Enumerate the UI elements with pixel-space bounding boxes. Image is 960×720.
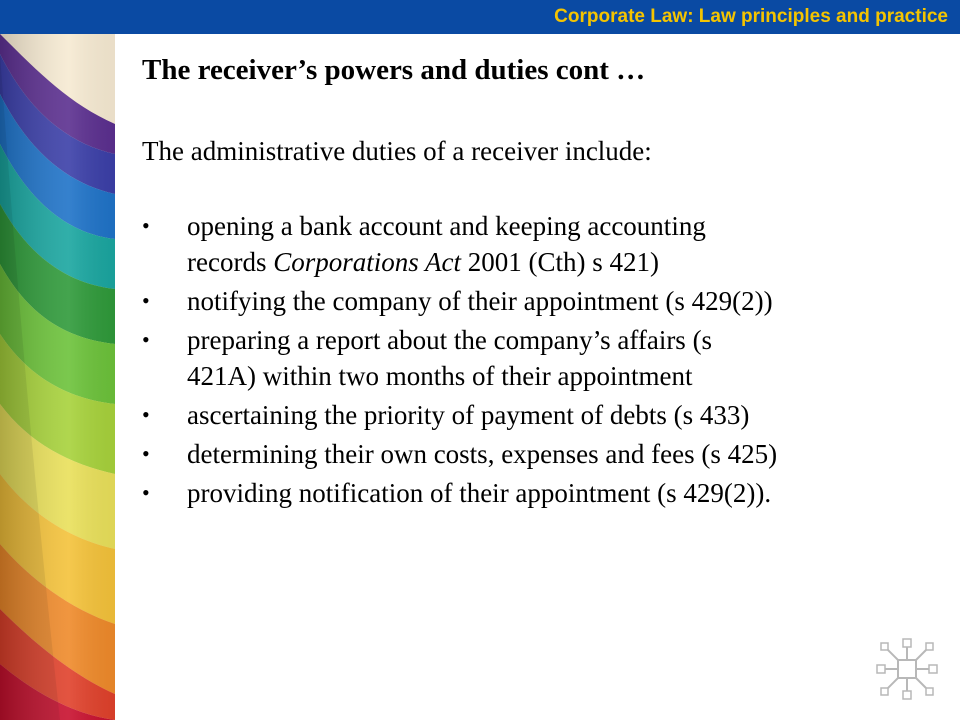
list-item-text	[187, 211, 706, 277]
bullet-icon: •	[142, 327, 150, 352]
list-item	[142, 208, 952, 280]
bullet-icon: •	[142, 288, 150, 313]
list-item-text-part: opening a bank account and keeping accounting records	[187, 211, 706, 277]
bullet-icon: •	[142, 480, 150, 505]
slide-title: The receiver’s powers and duties cont …	[142, 54, 646, 86]
list-item-text: providing notification of their appointment (s 429(2)).	[187, 478, 772, 508]
list-item	[142, 397, 952, 433]
header-bar	[0, 0, 960, 34]
bullet-icon: •	[142, 441, 150, 466]
network-node-icon	[874, 636, 940, 702]
list-item-text: preparing a report about the company’s affairs (s 421A) within two months of their appointment	[187, 325, 713, 391]
intro-text: The administrative duties of a receiver include:	[142, 136, 652, 166]
list-item	[142, 283, 952, 319]
list-item-text: determining their own costs, expenses and fees (s 425)	[187, 439, 778, 469]
rainbow-sidebar-image	[0, 34, 115, 720]
course-title: Corporate Law: Law principles and practice	[554, 6, 948, 27]
list-item	[142, 475, 952, 511]
bullet-icon: •	[142, 402, 150, 427]
list-item-text: notifying the company of their appointment (s 429(2))	[187, 286, 773, 316]
list-item	[142, 436, 952, 472]
statute-name: Corporations Act	[273, 247, 461, 277]
list-item-text-part: 2001 (Cth) s 421)	[461, 247, 659, 277]
bullet-icon: •	[142, 213, 150, 238]
duties-list	[142, 208, 952, 511]
slide-content	[142, 50, 952, 514]
list-item	[142, 322, 952, 394]
list-item-text: ascertaining the priority of payment of debts (s 433)	[187, 400, 750, 430]
